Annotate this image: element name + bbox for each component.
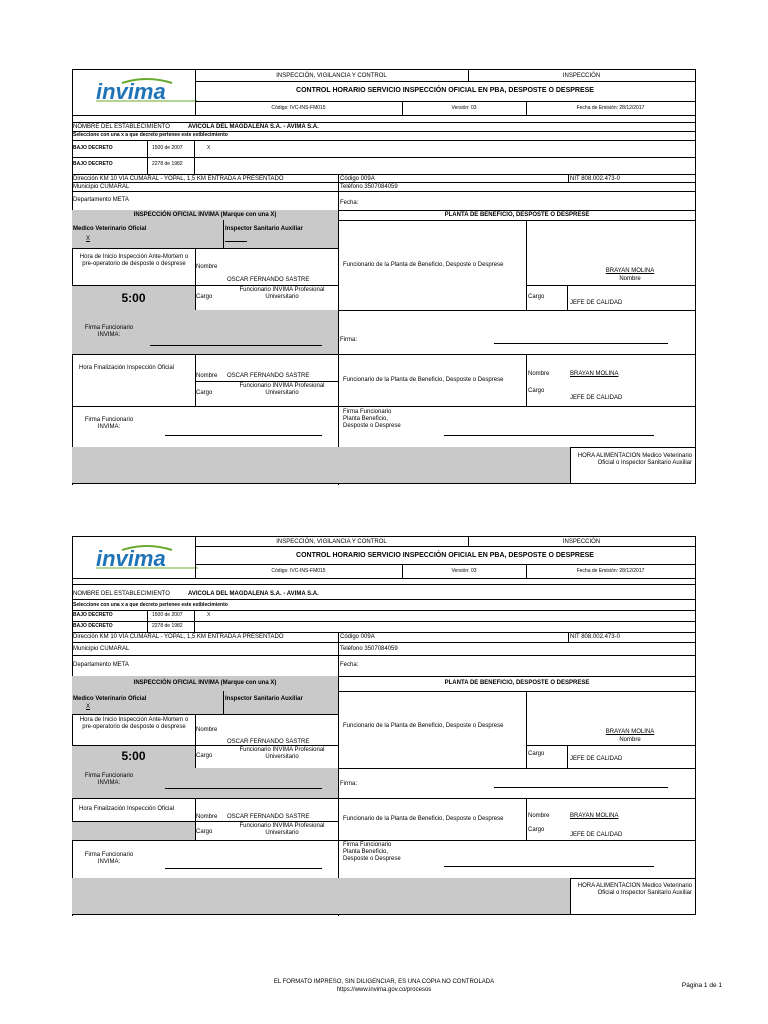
- establishment-value: AVICOLA DEL MAGDALENA S.A. - AVIMA S.A.: [188, 124, 319, 130]
- establishment-label-2: NOMBRE DEL ESTABLECIMIENTO: [73, 591, 170, 597]
- decree-2-b: 2278 de 1982: [152, 623, 183, 629]
- plant-nombre-label-2: Nombre: [528, 371, 550, 377]
- header-emission-2: Fecha de Emisión: 28/12/2017: [576, 568, 645, 574]
- date-label: Fecha:: [340, 200, 359, 206]
- cargo-label-4: Cargo: [196, 829, 213, 835]
- header-main-title-2: CONTROL HORARIO SERVICIO INSPECCIÓN OFICIAL EN PBA, DESPOSTE O DESPRESE: [296, 552, 594, 559]
- establishment-label: NOMBRE DEL ESTABLECIMIENTO: [73, 124, 170, 130]
- cargo-label-1: Cargo: [196, 294, 213, 300]
- header-title-right-2: INSPECCIÓN: [562, 539, 601, 545]
- footer-line-2: https://www.invima.gov.co/procesos: [336, 987, 432, 994]
- plant-person-name-3: BRAYAN MOLINA: [605, 729, 655, 735]
- signature-label-1: Firma Funcionario INVIMA:: [84, 325, 134, 338]
- official-name-2: OSCAR FERNANDO SASTRE: [227, 373, 310, 379]
- invima-logo: [92, 75, 202, 103]
- decree-label-4: BAJO DECRETO: [73, 623, 113, 629]
- plant-official-label-4: Funcionario de la Planta de Beneficio, Desposte o Desprese: [343, 816, 504, 822]
- plant-cargo-label-4: Cargo: [528, 827, 545, 833]
- plant-official-label-2: Funcionario de la Planta de Beneficio, Desposte o Desprese: [343, 377, 504, 383]
- plant-role-4: JEFE DE CALIDAD: [570, 832, 623, 838]
- decree-label-3: BAJO DECRETO: [73, 612, 113, 618]
- plant-nombre-sub-3: Nombre: [619, 737, 641, 743]
- signature-label-3: Firma Funcionario INVIMA:: [84, 773, 134, 786]
- start-label-2: Hora de Inicio Inspección Ante-Mortem o pre-operatorio de desposte o desprese: [79, 717, 189, 730]
- plant-firma-plant-label: Firma Funcionario Planta Beneficio, Desposte o Desprese: [343, 409, 401, 429]
- plant-nombre-sub-1: Nombre: [619, 276, 641, 282]
- logo-text: invima: [96, 79, 166, 103]
- decree-instruction: Seleccione con una x a que decreto pertenee este estblecimiento: [73, 132, 228, 138]
- municipality: Municipio CUMARAL: [73, 184, 130, 190]
- header-emission: Fecha de Emisión: 28/12/2017: [576, 105, 645, 111]
- address: Dirección KM 10 VIA CUMARAL - YOPAL, 1,5 KM ENTRADA A PRESENTADO: [73, 176, 284, 182]
- phone: Teléfono 3507084059: [340, 184, 398, 190]
- decree-label-2: BAJO DECRETO: [73, 161, 113, 167]
- header-version: Versión: 03: [451, 105, 477, 111]
- decree-instruction-2: Seleccione con una x a que decreto pertenee este estblecimiento: [73, 602, 228, 608]
- start-label: Hora de Inicio Inspección Ante-Mortem o pre-operatorio de desposte o desprese: [79, 254, 189, 267]
- phone-2: Teléfono 3507084059: [340, 646, 398, 652]
- plant-person-name-4: BRAYAN MOLINA: [570, 813, 619, 819]
- section-right-title: PLANTA DE BENEFICIO, DESPOSTE O DESPRESE: [444, 212, 590, 218]
- nombre-label-3: Nombre: [196, 727, 218, 733]
- signature-label-2: Firma Funcionario INVIMA:: [84, 417, 134, 430]
- official-role-2: Funcionario INVIMA Profesional Universitario: [239, 383, 325, 396]
- aux-label: Inspector Sanitario Auxiliar: [225, 226, 303, 232]
- official-name-3: OSCAR FERNANDO SASTRE: [227, 739, 310, 745]
- municipality-2: Municipio CUMARAL: [73, 646, 130, 652]
- aux-label-2: Inspector Sanitario Auxiliar: [225, 696, 303, 702]
- date-label-2: Fecha:: [340, 662, 359, 668]
- decree-2: 2278 de 1982: [152, 161, 183, 167]
- nombre-label-1: Nombre: [196, 264, 218, 270]
- nit: NIT 808.002.473-0: [570, 176, 620, 182]
- signature-label-4: Firma Funcionario INVIMA:: [84, 852, 134, 865]
- decree-1-mark: X: [207, 145, 211, 151]
- plant-official-label-1: Funcionario de la Planta de Beneficio, Desposte o Desprese: [343, 262, 504, 268]
- vet-mark-2: X: [86, 704, 91, 710]
- footer-line-1: EL FORMATO IMPRESO, SIN DILIGENCIAR, ES UNA COPIA NO CONTROLADA: [273, 979, 495, 985]
- meal-label-2: HORA ALIMENTACION Medico Veterinario Oficial o Inspector Sanitario Auxiliar: [577, 883, 692, 896]
- nit-2: NIT 808.002.473-0: [570, 634, 620, 640]
- establishment-value-2: AVICOLA DEL MAGDALENA S.A. - AVIMA S.A.: [188, 591, 319, 597]
- vet-label: Medico Veterinario Oficial: [73, 226, 147, 232]
- end-label: Hora Finalización Inspección Oficial: [79, 365, 175, 371]
- address-2: Dirección KM 10 VIA CUMARAL - YOPAL, 1,5 KM ENTRADA A PRESENTADO: [73, 634, 284, 640]
- cargo-label-3: Cargo: [196, 753, 213, 759]
- code-value: Código 009A: [340, 176, 375, 182]
- cargo-label-2: Cargo: [196, 390, 213, 396]
- plant-role-3: JEFE DE CALIDAD: [570, 756, 623, 762]
- decree-1: 1500 de 2007: [152, 145, 183, 151]
- start-time: 5:00: [121, 291, 146, 305]
- department: Departamento META: [73, 197, 129, 203]
- plant-cargo-label-1: Cargo: [528, 294, 545, 300]
- nombre-label-4: Nombre: [196, 814, 218, 820]
- department-2: Departamento META: [73, 662, 129, 668]
- header-title-right: INSPECCIÓN: [562, 73, 601, 79]
- header-title-top: INSPECCIÓN, VIGILANCIA Y CONTROL: [276, 73, 387, 79]
- header-code: Código: IVC-INS-FM015: [271, 105, 326, 111]
- form-copy-1: [72, 69, 696, 485]
- section-left-title: INSPECCIÓN OFICIAL INVIMA (Marque con una X): [133, 212, 277, 218]
- plant-cargo-label-2: Cargo: [528, 388, 545, 394]
- decree-1-b: 1500 de 2007: [152, 612, 183, 618]
- logo-text-2: invima: [96, 546, 166, 570]
- official-name-4: OSCAR FERNANDO SASTRE: [227, 814, 310, 820]
- plant-role-1: JEFE DE CALIDAD: [570, 300, 623, 306]
- header-code-2: Código: IVC-INS-FM015: [271, 568, 326, 574]
- invima-logo-2: [92, 542, 202, 570]
- end-label-2: Hora Finalización Inspección Oficial: [79, 806, 175, 812]
- official-name-1: OSCAR FERNANDO SASTRE: [227, 277, 310, 283]
- plant-person-name-2: BRAYAN MOLINA: [570, 371, 619, 377]
- nombre-label-2: Nombre: [196, 373, 218, 379]
- plant-nombre-label-4: Nombre: [528, 813, 550, 819]
- plant-firma-label: Firma:: [340, 337, 357, 343]
- official-role-1: Funcionario INVIMA Profesional Universitario: [239, 287, 325, 300]
- vet-mark: X: [86, 236, 91, 242]
- official-role-3: Funcionario INVIMA Profesional Universitario: [239, 747, 325, 760]
- section-right-title-2: PLANTA DE BENEFICIO, DESPOSTE O DESPRESE: [444, 680, 590, 686]
- header-version-2: Versión: 03: [451, 568, 477, 574]
- plant-official-label-3: Funcionario de la Planta de Beneficio, Desposte o Desprese: [343, 723, 504, 729]
- page-number: Página 1 de 1: [681, 982, 722, 989]
- plant-firma-plant-label-2: Firma Funcionario Planta Beneficio, Desposte o Desprese: [343, 842, 401, 862]
- meal-label: HORA ALIMENTACION Medico Veterinario Oficial o Inspector Sanitario Auxiliar: [577, 453, 692, 466]
- section-left-title-2: INSPECCIÓN OFICIAL INVIMA (Marque con una X): [133, 680, 277, 686]
- plant-person-name-1: BRAYAN MOLINA: [605, 268, 655, 274]
- plant-cargo-label-3: Cargo: [528, 751, 545, 757]
- page-footer: [0, 978, 768, 994]
- decree-label-1: BAJO DECRETO: [73, 145, 113, 151]
- code-value-2: Código 009A: [340, 634, 375, 640]
- header-title-top-2: INSPECCIÓN, VIGILANCIA Y CONTROL: [276, 539, 387, 545]
- header-main-title: CONTROL HORARIO SERVICIO INSPECCIÓN OFICIAL EN PBA, DESPOSTE O DESPRESE: [296, 87, 594, 94]
- decree-1-mark-b: X: [207, 612, 211, 618]
- form-copy-2: [72, 536, 696, 916]
- vet-label-2: Medico Veterinario Oficial: [73, 696, 147, 702]
- plant-firma-label-2: Firma:: [340, 781, 357, 787]
- start-time-2: 5:00: [121, 749, 146, 763]
- official-role-4: Funcionario INVIMA Profesional Universitario: [239, 823, 325, 836]
- plant-role-2: JEFE DE CALIDAD: [570, 395, 623, 401]
